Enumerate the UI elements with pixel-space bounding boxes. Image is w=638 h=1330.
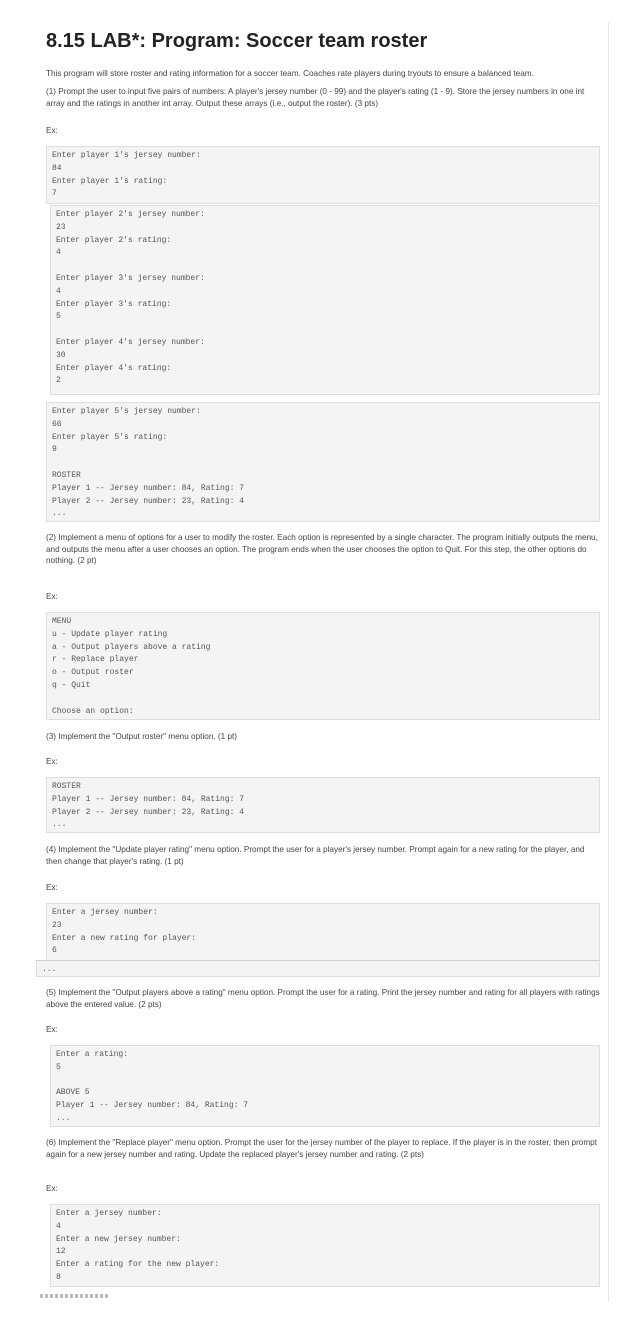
code-line: 30 bbox=[56, 350, 66, 360]
code-line: Enter player 3's jersey number: bbox=[56, 273, 205, 283]
code-line: Player 1 -- Jersey number: 84, Rating: 7 bbox=[52, 794, 245, 804]
code-line: Enter player 5's rating: bbox=[52, 432, 168, 442]
code-line: 2 bbox=[56, 376, 61, 386]
code-line: ROSTER bbox=[52, 782, 81, 791]
code-line: ... bbox=[52, 820, 67, 830]
step-5-text: (5) Implement the "Output players above a rating" menu option. Prompt the user for a rating. Print the jersey number and rating for all players with ratings above the entered value. (2 pts) bbox=[46, 988, 600, 1009]
step-1-text: (1) Prompt the user to input five pairs of numbers: A player's jersey number (0 - 99) and the player's rating (1 - 9). Store the jersey numbers in one int array and the ratings in another int array. Output these arrays (i.e., output the roster). (3 pts) bbox=[46, 87, 585, 108]
code-line: ... bbox=[56, 1113, 71, 1123]
code-line: 23 bbox=[52, 920, 62, 930]
code-line: Player 2 -- Jersey number: 23, Rating: 4 bbox=[52, 807, 245, 817]
code-line: Enter a jersey number: bbox=[56, 1209, 162, 1218]
code-line: q - Quit bbox=[52, 680, 91, 690]
example-label: Ex: bbox=[46, 592, 58, 601]
page-title: 8.15 LAB*: Program: Soccer team roster bbox=[46, 30, 428, 52]
code-line: ... bbox=[42, 965, 57, 974]
code-line: Enter player 2's jersey number: bbox=[56, 210, 205, 219]
code-example bbox=[36, 960, 600, 977]
code-line: ... bbox=[52, 509, 67, 519]
code-line: 66 bbox=[52, 419, 62, 429]
cut-off-text-fragment bbox=[40, 1294, 110, 1298]
code-line: 7 bbox=[52, 189, 57, 199]
code-line: Enter player 5's jersey number: bbox=[52, 407, 201, 416]
code-example bbox=[46, 146, 600, 204]
code-line: Enter a new rating for player: bbox=[52, 933, 197, 943]
example-label: Ex: bbox=[46, 1184, 58, 1193]
code-line: Enter player 1's rating: bbox=[52, 176, 168, 186]
code-line: Enter player 4's rating: bbox=[56, 363, 172, 373]
code-line: r - Replace player bbox=[52, 655, 139, 665]
code-line: 84 bbox=[52, 163, 62, 173]
code-line: Enter player 4's jersey number: bbox=[56, 337, 205, 347]
code-example bbox=[50, 1045, 600, 1127]
code-line: MENU bbox=[52, 617, 72, 626]
code-line: 12 bbox=[56, 1247, 66, 1257]
code-line: Player 1 -- Jersey number: 84, Rating: 7 bbox=[56, 1101, 249, 1111]
code-line: 4 bbox=[56, 286, 61, 296]
code-line: Enter a rating: bbox=[56, 1050, 129, 1059]
code-line: Player 2 -- Jersey number: 23, Rating: 4 bbox=[52, 496, 245, 506]
code-line: Enter player 3's rating: bbox=[56, 299, 172, 309]
intro-text: This program will store roster and rating information for a soccer team. Coaches rate players during tryouts to ensure a balanced team. bbox=[46, 69, 534, 78]
code-line bbox=[56, 260, 594, 273]
code-line: 9 bbox=[52, 445, 57, 455]
example-label: Ex: bbox=[46, 1025, 58, 1034]
code-line: Enter a rating for the new player: bbox=[56, 1260, 220, 1270]
code-line: 4 bbox=[56, 1221, 61, 1231]
step-2-text: (2) Implement a menu of options for a user to modify the roster. Each option is represented by a single character. The program initially outputs the menu, and outputs the menu after a user chooses an option. The program ends when the user chooses the option to Quit. For this step, the other options do nothing. (2 pt) bbox=[46, 533, 598, 565]
code-line: 8 bbox=[56, 1272, 61, 1282]
code-example bbox=[46, 777, 600, 833]
code-example bbox=[50, 1204, 600, 1287]
code-line: Enter player 1's jersey number: bbox=[52, 151, 201, 160]
code-line: 6 bbox=[52, 946, 57, 956]
code-line: 4 bbox=[56, 248, 61, 258]
example-label: Ex: bbox=[46, 757, 58, 766]
code-line bbox=[52, 457, 594, 470]
code-line: Choose an option: bbox=[52, 706, 134, 716]
step-3-text: (3) Implement the "Output roster" menu option. (1 pt) bbox=[46, 732, 238, 741]
example-label: Ex: bbox=[46, 126, 58, 135]
code-example bbox=[46, 903, 600, 961]
code-line: Enter player 2's rating: bbox=[56, 235, 172, 245]
code-line: ABOVE 5 bbox=[56, 1088, 90, 1098]
code-line bbox=[56, 1075, 594, 1088]
step-6-text: (6) Implement the "Replace player" menu option. Prompt the user for the jersey number of the player to replace. If the player is in the roster, then prompt again for a new jersey number and rating. Update the replaced player's jersey number and rating. (2 pts) bbox=[46, 1138, 598, 1159]
code-example bbox=[46, 612, 600, 720]
code-example bbox=[46, 402, 600, 522]
code-line bbox=[56, 324, 594, 337]
code-line: 23 bbox=[56, 222, 66, 232]
example-label: Ex: bbox=[46, 883, 58, 892]
code-line: Player 1 -- Jersey number: 84, Rating: 7 bbox=[52, 483, 245, 493]
code-line: 5 bbox=[56, 312, 61, 322]
code-line: u - Update player rating bbox=[52, 629, 168, 639]
code-line bbox=[52, 693, 594, 706]
code-line: ROSTER bbox=[52, 470, 81, 480]
code-example bbox=[50, 205, 600, 395]
code-line: 5 bbox=[56, 1062, 61, 1072]
code-line: Enter a jersey number: bbox=[52, 908, 158, 917]
code-line: a - Output players above a rating bbox=[52, 642, 211, 652]
code-line: o - Output roster bbox=[52, 668, 134, 678]
step-4-text: (4) Implement the "Update player rating" menu option. Prompt the user for a player's jersey number. Prompt again for a new rating for the player, and then change that player's rating. (1 pt) bbox=[46, 845, 585, 866]
code-line: Enter a new jersey number: bbox=[56, 1234, 181, 1244]
